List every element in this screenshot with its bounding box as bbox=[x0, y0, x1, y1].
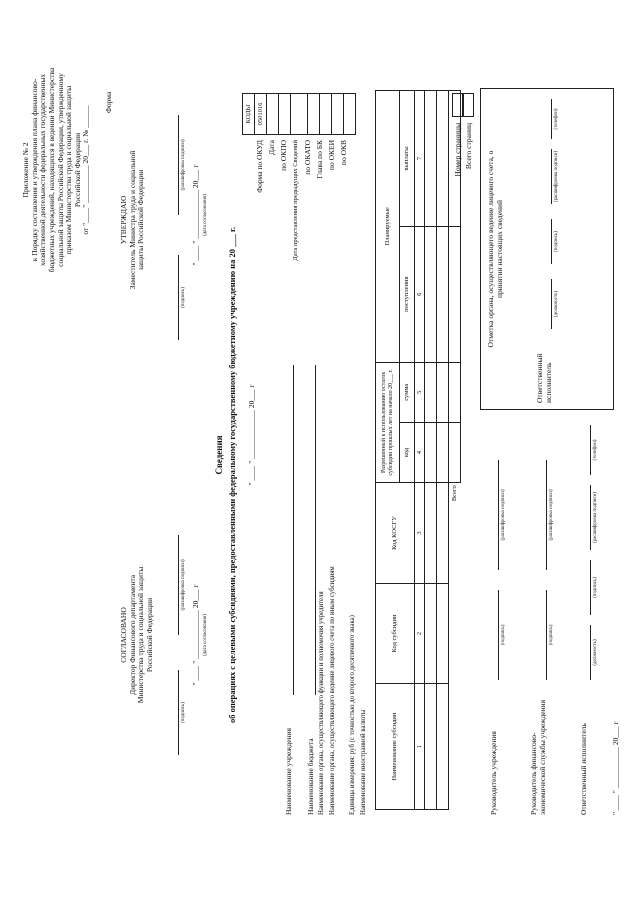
sig-label: (подпись) bbox=[181, 287, 186, 308]
col-subheader: поступления bbox=[400, 226, 415, 362]
code-label: по ОКАТО bbox=[303, 140, 312, 175]
subsidy-table bbox=[375, 90, 461, 810]
col-number: 1 bbox=[415, 684, 425, 810]
mark-label: (должность) bbox=[554, 290, 559, 318]
table-cell[interactable] bbox=[425, 583, 437, 684]
appendix-line: Российской Федерации bbox=[72, 132, 82, 208]
empty-cell bbox=[449, 583, 461, 684]
soglasovano-title: СОГЛАСОВАНО bbox=[119, 607, 128, 663]
code-cell[interactable] bbox=[308, 94, 320, 135]
sig-line[interactable] bbox=[590, 560, 591, 615]
soglasovano-position: Российской Федерации bbox=[144, 597, 154, 673]
mark-line[interactable] bbox=[551, 99, 552, 139]
mark-executor: Ответственный исполнитель bbox=[535, 353, 553, 403]
total-pages-label: Всего страниц bbox=[464, 123, 473, 170]
table-cell[interactable] bbox=[437, 226, 449, 362]
table-cell[interactable] bbox=[425, 422, 437, 482]
sig-label: (расшифровка подписи) bbox=[593, 491, 598, 544]
col-number: 3 bbox=[415, 483, 425, 584]
col-header: Код субсидии bbox=[376, 583, 415, 684]
okud-code[interactable]: 0501016 bbox=[255, 94, 267, 135]
sig-label: (должность) bbox=[593, 639, 598, 666]
table-cell[interactable] bbox=[437, 91, 449, 227]
page-number-label: Номер страницы bbox=[453, 123, 462, 177]
col-number: 6 bbox=[415, 226, 425, 362]
empty-cell bbox=[449, 684, 461, 810]
table-row bbox=[415, 91, 425, 810]
codes-table bbox=[242, 93, 356, 135]
sig-label: (подпись) bbox=[549, 624, 554, 646]
table-cell[interactable] bbox=[425, 684, 437, 810]
doc-date[interactable]: " ____ " _____________ 20___ г bbox=[247, 384, 256, 486]
total-cell[interactable] bbox=[449, 226, 461, 362]
doc-title: Сведения bbox=[214, 435, 224, 475]
table-cell[interactable] bbox=[437, 583, 449, 684]
mark-line[interactable] bbox=[551, 219, 552, 264]
account-mark-box bbox=[480, 88, 614, 410]
sig-line[interactable] bbox=[498, 590, 499, 680]
appendix-line: приказом Министерства труда и социальной защиты bbox=[64, 85, 74, 255]
code-label: по ОКЕИ bbox=[327, 140, 336, 171]
sig-executor-role: Ответственный исполнитель bbox=[579, 723, 588, 815]
field-founder bbox=[318, 355, 329, 815]
sig-decode-line[interactable] bbox=[178, 535, 179, 635]
field-account-org bbox=[329, 565, 349, 815]
col-subheader: выплаты bbox=[400, 91, 415, 227]
date-label: (дата согласования) bbox=[203, 614, 208, 656]
col-header: Разрешенный к использованию остаток субсидии прошлых лет на начало 20___ г. bbox=[376, 362, 400, 483]
code-label: Дата bbox=[267, 140, 276, 155]
col-header: Наименование субсидии bbox=[376, 684, 415, 810]
field-institution bbox=[285, 355, 307, 815]
sig-line[interactable] bbox=[590, 425, 591, 475]
mark-line[interactable] bbox=[551, 149, 552, 204]
col-number: 7 bbox=[415, 91, 425, 227]
decode-label: (расшифровка подписи) bbox=[549, 489, 554, 541]
utverzhdayu-position: Заместитель Министра труда и социальной bbox=[127, 150, 137, 290]
field-line[interactable] bbox=[293, 365, 294, 695]
col-subheader: код bbox=[400, 422, 415, 482]
total-cell[interactable] bbox=[449, 422, 461, 482]
sig-decode-line[interactable] bbox=[498, 460, 499, 570]
field-label: Наименование органа, осуществляющего ведение лицевого счета по иным субсидиям bbox=[329, 566, 336, 815]
code-label: по ОКВ bbox=[339, 140, 348, 166]
col-number: 2 bbox=[415, 583, 425, 684]
sig-decode-line[interactable] bbox=[178, 115, 179, 215]
codes-header: КОДЫ bbox=[243, 94, 255, 135]
code-cell[interactable] bbox=[344, 94, 356, 135]
total-label: Всего bbox=[451, 485, 459, 502]
table-cell[interactable] bbox=[425, 483, 437, 584]
sig-decode-line[interactable] bbox=[546, 460, 547, 570]
codes-labels bbox=[254, 140, 350, 345]
sig-director-role: Руководитель учреждения bbox=[489, 731, 498, 815]
field-label: Наименование иностранной валюты bbox=[360, 709, 367, 815]
mark-label: (расшифровка подписи) bbox=[554, 150, 559, 203]
code-label: Дата представления предыдущих Сведений bbox=[292, 140, 299, 261]
col-number: 5 bbox=[415, 362, 425, 422]
sig-line[interactable] bbox=[178, 670, 179, 755]
field-line[interactable] bbox=[315, 365, 316, 695]
table-cell[interactable] bbox=[437, 684, 449, 810]
soglasovano-position: Министерства труда и социальной защиты bbox=[136, 566, 146, 704]
utverzhdayu-position: защиты Российской Федерации bbox=[136, 169, 146, 271]
code-label: Глава по БК bbox=[315, 140, 324, 179]
col-subheader: сумма bbox=[400, 362, 415, 422]
col-number: 4 bbox=[415, 422, 425, 482]
sig-label: (подпись) bbox=[181, 702, 186, 723]
soglasovano-block bbox=[120, 515, 155, 755]
okud-label: Форма по ОКУД bbox=[255, 140, 264, 193]
sig-label: (телефон) bbox=[593, 439, 598, 461]
table-cell[interactable] bbox=[437, 362, 449, 422]
field-label: Наименование бюджета bbox=[306, 738, 315, 815]
table-cell[interactable] bbox=[425, 91, 437, 227]
appendix-line: Приложение № 2 bbox=[21, 142, 30, 198]
forma-label: Форма bbox=[104, 91, 113, 113]
code-cell[interactable] bbox=[291, 94, 308, 135]
table-cell[interactable] bbox=[425, 362, 437, 422]
sig-line[interactable] bbox=[590, 485, 591, 550]
field-budget bbox=[307, 355, 318, 815]
mark-label: (телефон) bbox=[554, 108, 559, 130]
appendix-line: социальной защиты Российской Федерации, утвержденному bbox=[55, 73, 65, 267]
page-number-box[interactable] bbox=[452, 93, 463, 117]
sig-label: (подпись) bbox=[593, 577, 598, 598]
appendix-date: от "____" __________ 20___ г. № ______ bbox=[81, 105, 91, 235]
appendix-line: хозяйственной деятельности федеральных государственных bbox=[38, 73, 48, 267]
table-cell[interactable] bbox=[437, 422, 449, 482]
table-cell[interactable] bbox=[425, 226, 437, 362]
code-label: по ОКПО bbox=[279, 140, 288, 171]
table-row bbox=[425, 91, 437, 810]
sig-line[interactable] bbox=[590, 625, 591, 680]
sig-line[interactable] bbox=[546, 590, 547, 680]
sig-finance-role: Руководитель финансово-экономической службы учреждения bbox=[529, 699, 547, 815]
decode-label: (расшифровка подписи) bbox=[181, 559, 186, 611]
date-label: (дата согласования) bbox=[203, 194, 208, 236]
page-info bbox=[452, 123, 474, 205]
utverzhdayu-block bbox=[120, 100, 146, 340]
appendix-block bbox=[22, 20, 91, 320]
total-pages-box[interactable] bbox=[463, 93, 474, 117]
mark-line[interactable] bbox=[551, 279, 552, 329]
decode-label: (расшифровка подписи) bbox=[501, 489, 506, 541]
appendix-line: к Порядку составления и утверждения плана финансово- bbox=[29, 78, 39, 262]
doc-subtitle: об операциях с целевыми субсидиями, предоставленными федеральному государственному бюджетному учреждению на 20 ___ г. bbox=[227, 227, 237, 723]
decode-label: (расшифровка подписи) bbox=[181, 139, 186, 191]
sig-label: (подпись) bbox=[501, 624, 506, 646]
code-cell[interactable] bbox=[320, 94, 332, 135]
code-cell[interactable] bbox=[279, 94, 291, 135]
table-row bbox=[437, 91, 449, 810]
field-label: Наименование учреждения bbox=[284, 727, 293, 815]
col-header: Код КОСГУ bbox=[376, 483, 415, 584]
utverzhdayu-title: УТВЕРЖДАЮ bbox=[119, 195, 128, 245]
fields-block bbox=[285, 355, 371, 815]
soglasovano-date[interactable]: " ____ " _____________ 20___ г bbox=[191, 584, 200, 686]
table-cell[interactable] bbox=[437, 483, 449, 584]
appendix-line: бюджетных учреждений, находящихся в ведении Министерства bbox=[46, 67, 56, 273]
field-label: Единица измерения: руб (с точностью до второго десятичного знака) bbox=[349, 615, 356, 815]
bottom-date[interactable]: " ____ " ___________ 20___ г bbox=[611, 721, 620, 815]
code-cell[interactable] bbox=[267, 94, 279, 135]
field-unit bbox=[349, 355, 360, 815]
mark-label: (подпись) bbox=[554, 231, 559, 252]
code-cell[interactable] bbox=[332, 94, 344, 135]
field-label: Наименование органа, осуществляющего функции и полномочия учредителя bbox=[318, 591, 325, 815]
mark-title: Отметка органа, осуществляющего ведение лицевого счета, о принятии настоящих сведений bbox=[486, 150, 504, 348]
utverzhdayu-date[interactable]: " ____ " _____________ 20___ г bbox=[191, 164, 200, 266]
field-currency bbox=[360, 355, 371, 815]
col-header: Планируемые bbox=[376, 91, 400, 363]
soglasovano-position: Директор Финансового департамента bbox=[127, 574, 137, 696]
total-cell[interactable] bbox=[449, 362, 461, 422]
sig-line[interactable] bbox=[178, 255, 179, 340]
